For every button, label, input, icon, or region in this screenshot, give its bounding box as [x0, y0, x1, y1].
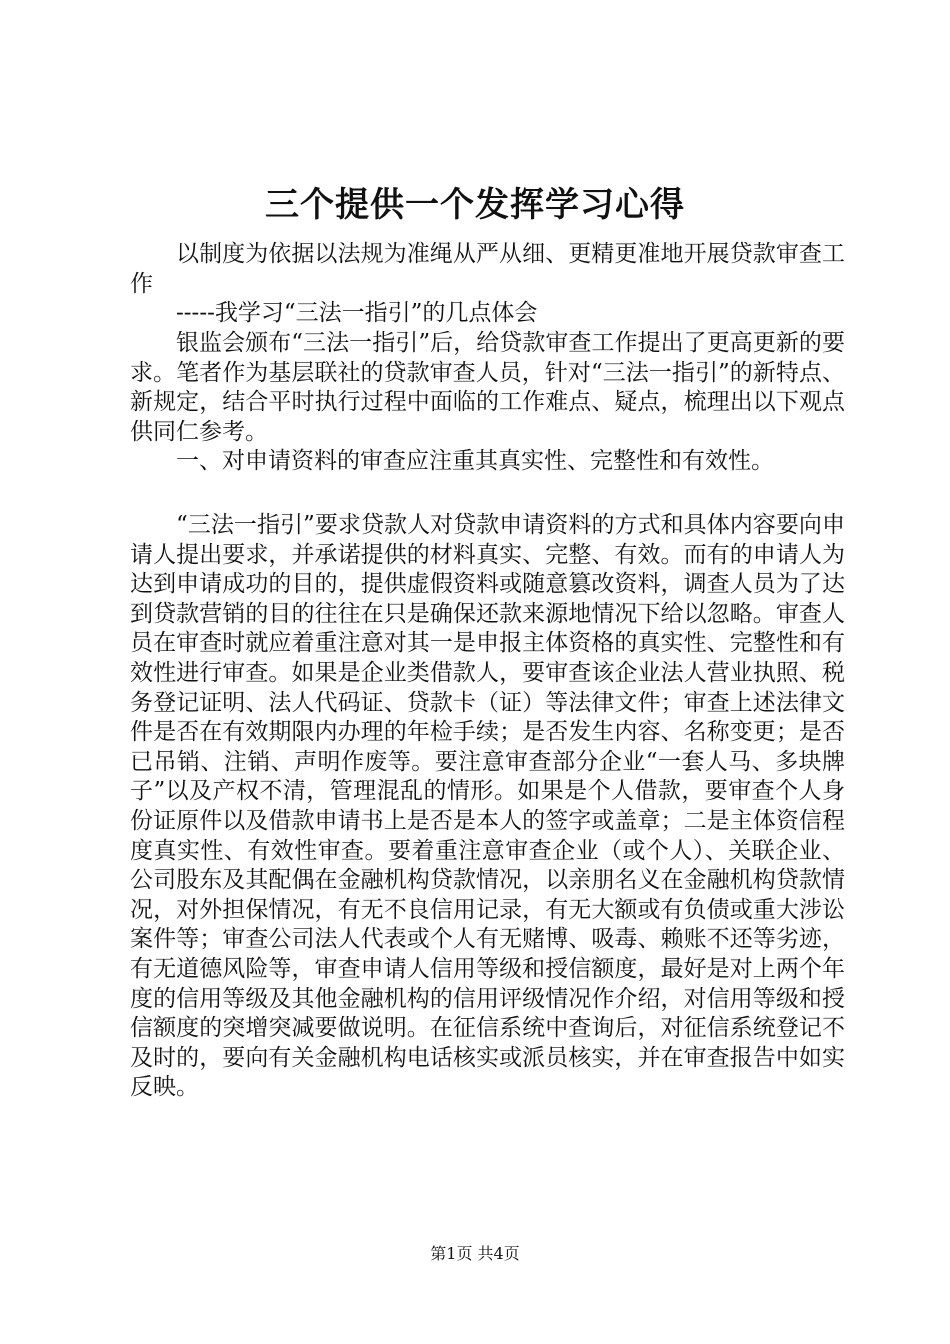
page-footer: 第1页 共4页	[430, 1244, 520, 1263]
subtitle-paragraph: 以制度为依据以法规为准绳从严从细、更精更准地开展贷款审查工作	[130, 241, 845, 297]
section-heading: 一、对申请资料的审查应注重其真实性、完整性和有效性。	[176, 448, 774, 474]
document-title: 三个提供一个发挥学习心得	[265, 185, 685, 225]
subtitle-note: -----我学习“三法一指引”的几点体会	[176, 300, 538, 326]
body-paragraph: “三法一指引”要求贷款人对贷款申请资料的方式和具体内容要向申请人提出要求，并承诺提供的材料真实、完整、有效。而有的申请人为达到申请成功的目的，提供虚假资料或随意篡改资料，调查人员为了达到贷款营销的目的往往在只是确保还款来源地情况下给以忽略。审查人员在审查时就应着重注意对其一是申报主体资格的真实性、完整性和有效性进行审查。如果是企业类借款人，要审查该企业法人营业执照、税务登记证明、法人代码证、贷款卡（证）等法律文件；审查上述法律文件是否在有效期限内办理的年检手续；是否发生内容、名称变更；是否已吊销、注销、声明作废等。要注意审查部分企业“一套人马、多块牌子”以及产权不清，管理混乱的情形。如果是个人借款，要审查个人身份证原件以及借款申请书上是否是本人的签字或盖章；二是主体资信程度真实性、有效性审查。要着重注意审查企业（或个人）、关联企业、公司股东及其配偶在金融机构贷款情况，以亲朋名义在金融机构贷款情况，对外担保情况，有无不良信用记录，有无大额或有负债或重大涉讼案件等；审查公司法人代表或个人有无赌博、吸毒、赖账不还等劣迹，有无道德风险等，审查申请人信用等级和授信额度，最好是对上两个年度的信用等级及其他金融机构的信用评级情况作介绍，对信用等级和授信额度的突增突减要做说明。在征信系统中查询后，对征信系统登记不及时的，要向有关金融机构电话核实或派员核实，并在审查报告中如实反映。	[130, 512, 845, 1101]
intro-paragraph: 银监会颁布“三法一指引”后，给贷款审查工作提出了更高更新的要求。笔者作为基层联社的贷款审查人员，针对“三法一指引”的新特点、新规定，结合平时执行过程中面临的工作难点、疑点，梳理出以下观点供同仁参考。	[130, 330, 845, 445]
